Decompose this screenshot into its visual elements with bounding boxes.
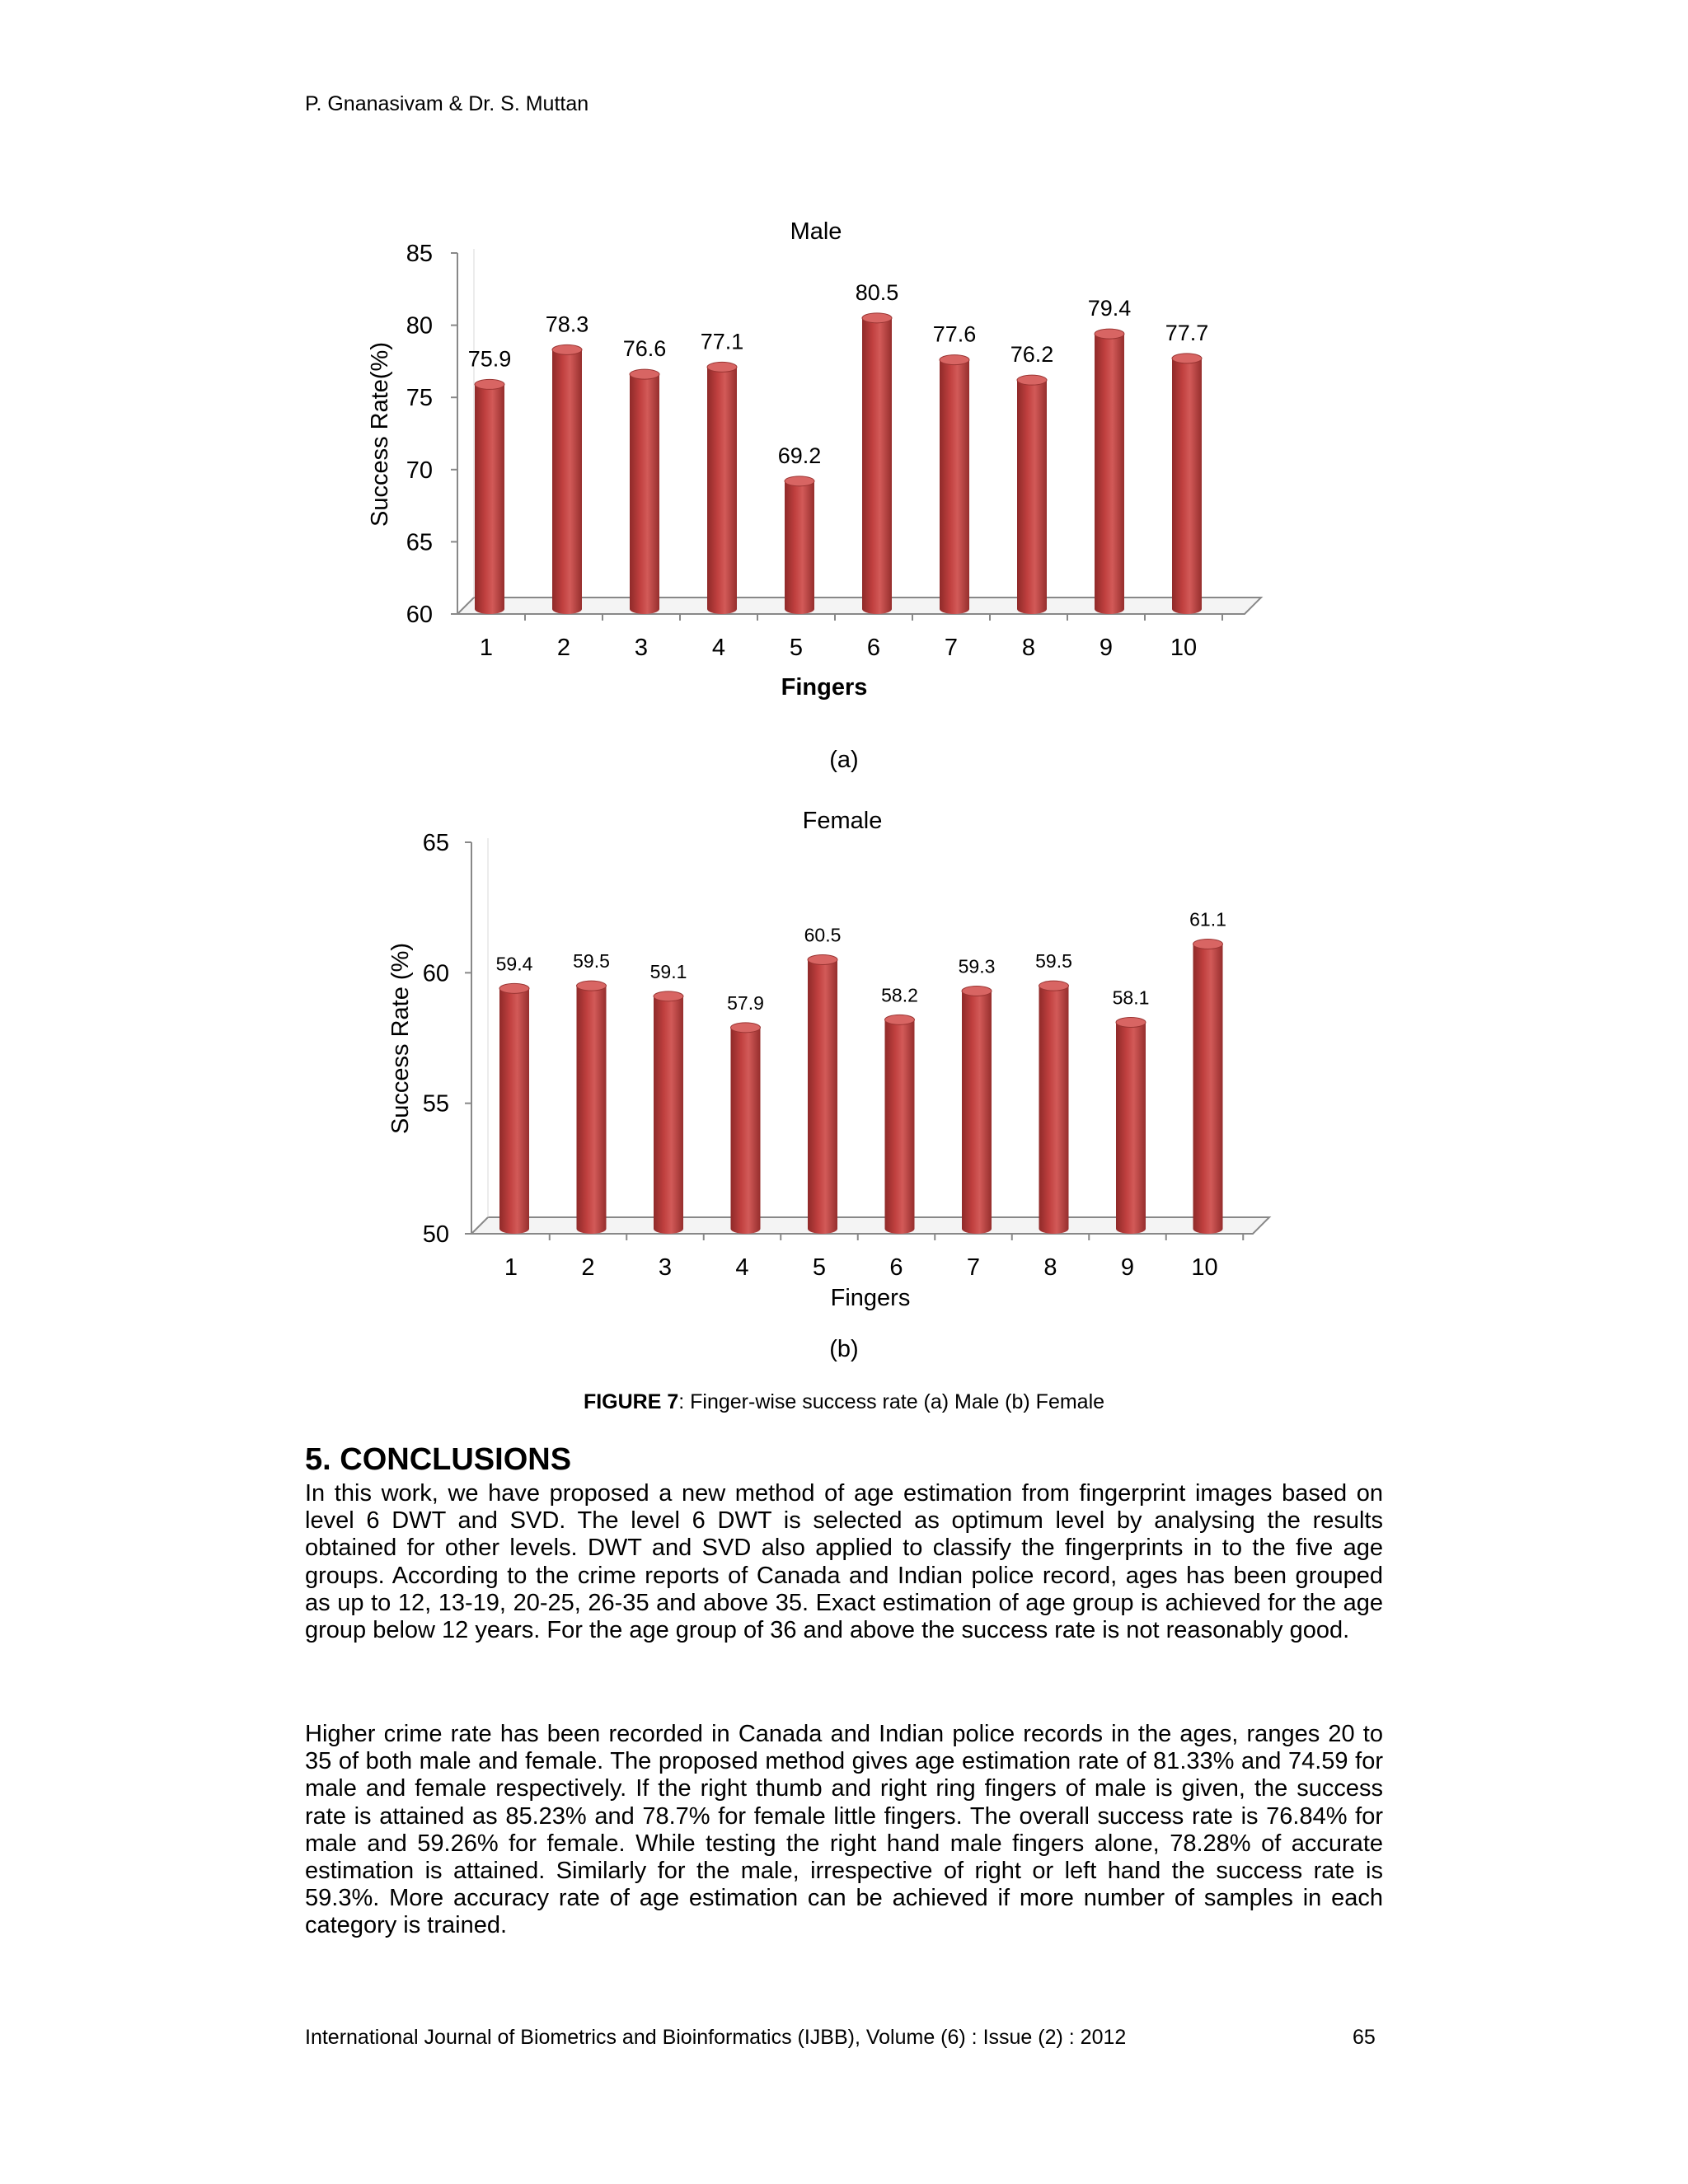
x-tick-label: 6 (866, 635, 881, 661)
data-label: 60.5 (804, 924, 842, 946)
bar-top (1017, 375, 1047, 385)
bar-body (785, 481, 814, 614)
bar-body (707, 367, 737, 614)
chart-floor (471, 1217, 1269, 1234)
bar-top (1116, 1018, 1146, 1028)
x-tick-label: 9 (1099, 635, 1114, 661)
bar-body (1172, 359, 1202, 614)
y-tick-label: 85 (406, 241, 433, 267)
bar-top (654, 991, 683, 1001)
bar-body (475, 384, 504, 614)
x-tick-label: 2 (556, 635, 571, 661)
data-label: 80.5 (855, 279, 899, 305)
figure-caption-text: : Finger-wise success rate (a) Male (b) Female (678, 1390, 1105, 1413)
section-title: 5. CONCLUSIONS (305, 1442, 572, 1477)
x-tick-label: 5 (812, 1254, 827, 1281)
x-tick-label: 7 (966, 1254, 981, 1281)
page-number: 65 (1353, 2026, 1376, 2049)
chart-floor (457, 598, 1261, 614)
bar-body (885, 1019, 915, 1234)
bar-top (630, 369, 659, 379)
bar (1017, 375, 1047, 614)
bar (630, 369, 659, 614)
y-tick-label: 65 (406, 529, 433, 556)
data-label: 77.1 (700, 329, 744, 354)
x-tick-label: 6 (889, 1254, 903, 1281)
bar-top (577, 981, 607, 991)
chart-title: Female (802, 808, 883, 834)
data-label: 77.6 (932, 321, 977, 347)
data-label: 61.1 (1189, 908, 1226, 930)
bar (731, 1023, 761, 1234)
bar-top (731, 1023, 761, 1033)
bar-top (862, 313, 892, 323)
x-tick-label: 5 (789, 635, 804, 661)
data-label: 59.4 (495, 953, 533, 975)
bar-body (577, 986, 607, 1234)
bar (1172, 354, 1202, 614)
data-label: 59.3 (958, 955, 996, 977)
running-header: P. Gnanasivam & Dr. S. Muttan (305, 92, 589, 115)
y-tick-label: 60 (406, 602, 433, 628)
x-tick-label: 1 (479, 635, 494, 661)
data-label: 59.1 (649, 960, 687, 982)
x-tick-label: 3 (634, 635, 649, 661)
x-tick-label: 10 (1170, 635, 1198, 661)
male-chart-group (367, 218, 1261, 701)
x-tick-label: 8 (1043, 1254, 1057, 1281)
bar-top (962, 987, 992, 996)
y-tick-label: 50 (422, 1221, 449, 1248)
subfigure-label-a: (a) (829, 747, 859, 773)
bar (1193, 940, 1223, 1235)
bar-top (552, 344, 582, 354)
y-tick-label: 65 (422, 830, 449, 856)
bar (808, 955, 837, 1235)
data-label: 76.6 (622, 336, 667, 362)
bar-top (499, 983, 529, 993)
subfigure-label-b: (b) (829, 1336, 859, 1362)
data-label: 79.4 (1087, 296, 1132, 321)
journal-footer: International Journal of Biometrics and Bioinformatics (IJBB), Volume (6) : Issue (2) : 2012 (305, 2026, 1127, 2049)
bar-top (1039, 981, 1069, 991)
bar (475, 379, 504, 614)
figure-caption-label: FIGURE 7 (583, 1390, 679, 1413)
bar-body (552, 349, 582, 614)
bar-body (731, 1028, 761, 1234)
data-label: 58.1 (1112, 987, 1150, 1009)
data-label: 59.5 (573, 950, 610, 972)
bar-body (654, 996, 683, 1234)
data-label: 77.7 (1165, 320, 1209, 345)
y-axis-label: Success Rate(%) (367, 341, 393, 527)
x-axis-label: Fingers (781, 674, 868, 701)
x-axis-label: Fingers (830, 1285, 911, 1311)
bar-body (1017, 380, 1047, 614)
data-label: 69.2 (777, 443, 822, 468)
bar-body (962, 991, 992, 1235)
bar-top (1172, 354, 1202, 363)
data-label: 75.9 (467, 346, 512, 372)
bar-body (940, 360, 969, 614)
bar (940, 355, 969, 614)
bar (962, 987, 992, 1235)
bar (707, 362, 737, 614)
bar-body (1193, 944, 1223, 1235)
data-label: 57.9 (727, 991, 764, 1014)
y-tick-label: 70 (406, 457, 433, 484)
bar (1095, 329, 1124, 614)
bar-body (862, 318, 892, 614)
data-label: 78.3 (545, 312, 589, 337)
bar-top (1193, 940, 1223, 949)
bar (1116, 1018, 1146, 1235)
x-tick-label: 8 (1021, 635, 1036, 661)
bar-top (885, 1015, 915, 1024)
data-label: 59.5 (1035, 950, 1072, 972)
bar-body (1116, 1023, 1146, 1235)
bar (862, 313, 892, 614)
bar (654, 991, 683, 1234)
bar (577, 981, 607, 1234)
data-label: 76.2 (1010, 342, 1054, 368)
conclusions-paragraph-1: In this work, we have proposed a new method of age estimation from fingerprint images based on level 6 DWT and SVD. The level 6 DWT is selected as optimum level by analysing the results obtained for other levels. DWT and SVD also applied to classify the fingerprints in to the five age groups. According to the crime reports of Canada and Indian police record, ages has been grouped as up to 12, 13-19, 20-25, 26-35 and above 35. Exact estimation of age group is achieved for the age group below 12 years. For the age group of 36 and above the success rate is not reasonably good. (305, 1480, 1383, 1644)
y-tick-label: 75 (406, 385, 433, 412)
x-tick-label: 10 (1191, 1254, 1218, 1281)
x-tick-label: 9 (1120, 1254, 1135, 1281)
bar-body (1039, 986, 1069, 1234)
y-tick-label: 80 (406, 312, 433, 340)
y-axis-label: Success Rate (%) (387, 942, 414, 1135)
bar-top (785, 476, 814, 486)
data-label: 58.2 (881, 984, 918, 1006)
bar-top (1095, 329, 1124, 339)
bar-body (630, 374, 659, 614)
bar (552, 344, 582, 614)
bar-top (808, 955, 837, 965)
x-tick-label: 4 (711, 635, 726, 661)
bar (1039, 981, 1069, 1234)
conclusions-paragraph-2: Higher crime rate has been recorded in Canada and Indian police records in the ages, ranges 20 to 35 of both male and female. The proposed method gives age estimation rate of 81.33% and 74.59 for male and female respectively. If the right thumb and right ring fingers of male is given, the success rate is attained as 85.23% and 78.7% for female little fingers. The overall success rate is 76.84% for male and 59.26% for female. While testing the right hand male fingers alone, 78.28% of accurate estimation is attained. Similarly for the male, irrespective of right or left hand the success rate is 59.3%. More accuracy rate of age estimation can be achieved if more number of samples in each category is trained. (305, 1721, 1383, 1939)
bar-top (707, 362, 737, 372)
y-tick-label: 60 (422, 960, 449, 987)
x-tick-label: 4 (735, 1254, 749, 1281)
y-tick-label: 55 (422, 1090, 449, 1118)
x-tick-label: 1 (504, 1254, 518, 1281)
x-tick-label: 3 (658, 1254, 673, 1281)
bar-top (475, 379, 504, 389)
figure-caption (0, 1390, 1688, 1414)
x-tick-label: 2 (581, 1254, 595, 1281)
bar (885, 1015, 915, 1234)
bar-body (499, 988, 529, 1234)
bar-body (808, 960, 837, 1235)
bar (499, 983, 529, 1234)
x-tick-label: 7 (944, 635, 959, 661)
bar (785, 476, 814, 614)
chart-title: Male (790, 218, 842, 245)
female-chart-group (387, 808, 1269, 1311)
bar-body (1095, 334, 1124, 614)
bar-top (940, 355, 969, 365)
